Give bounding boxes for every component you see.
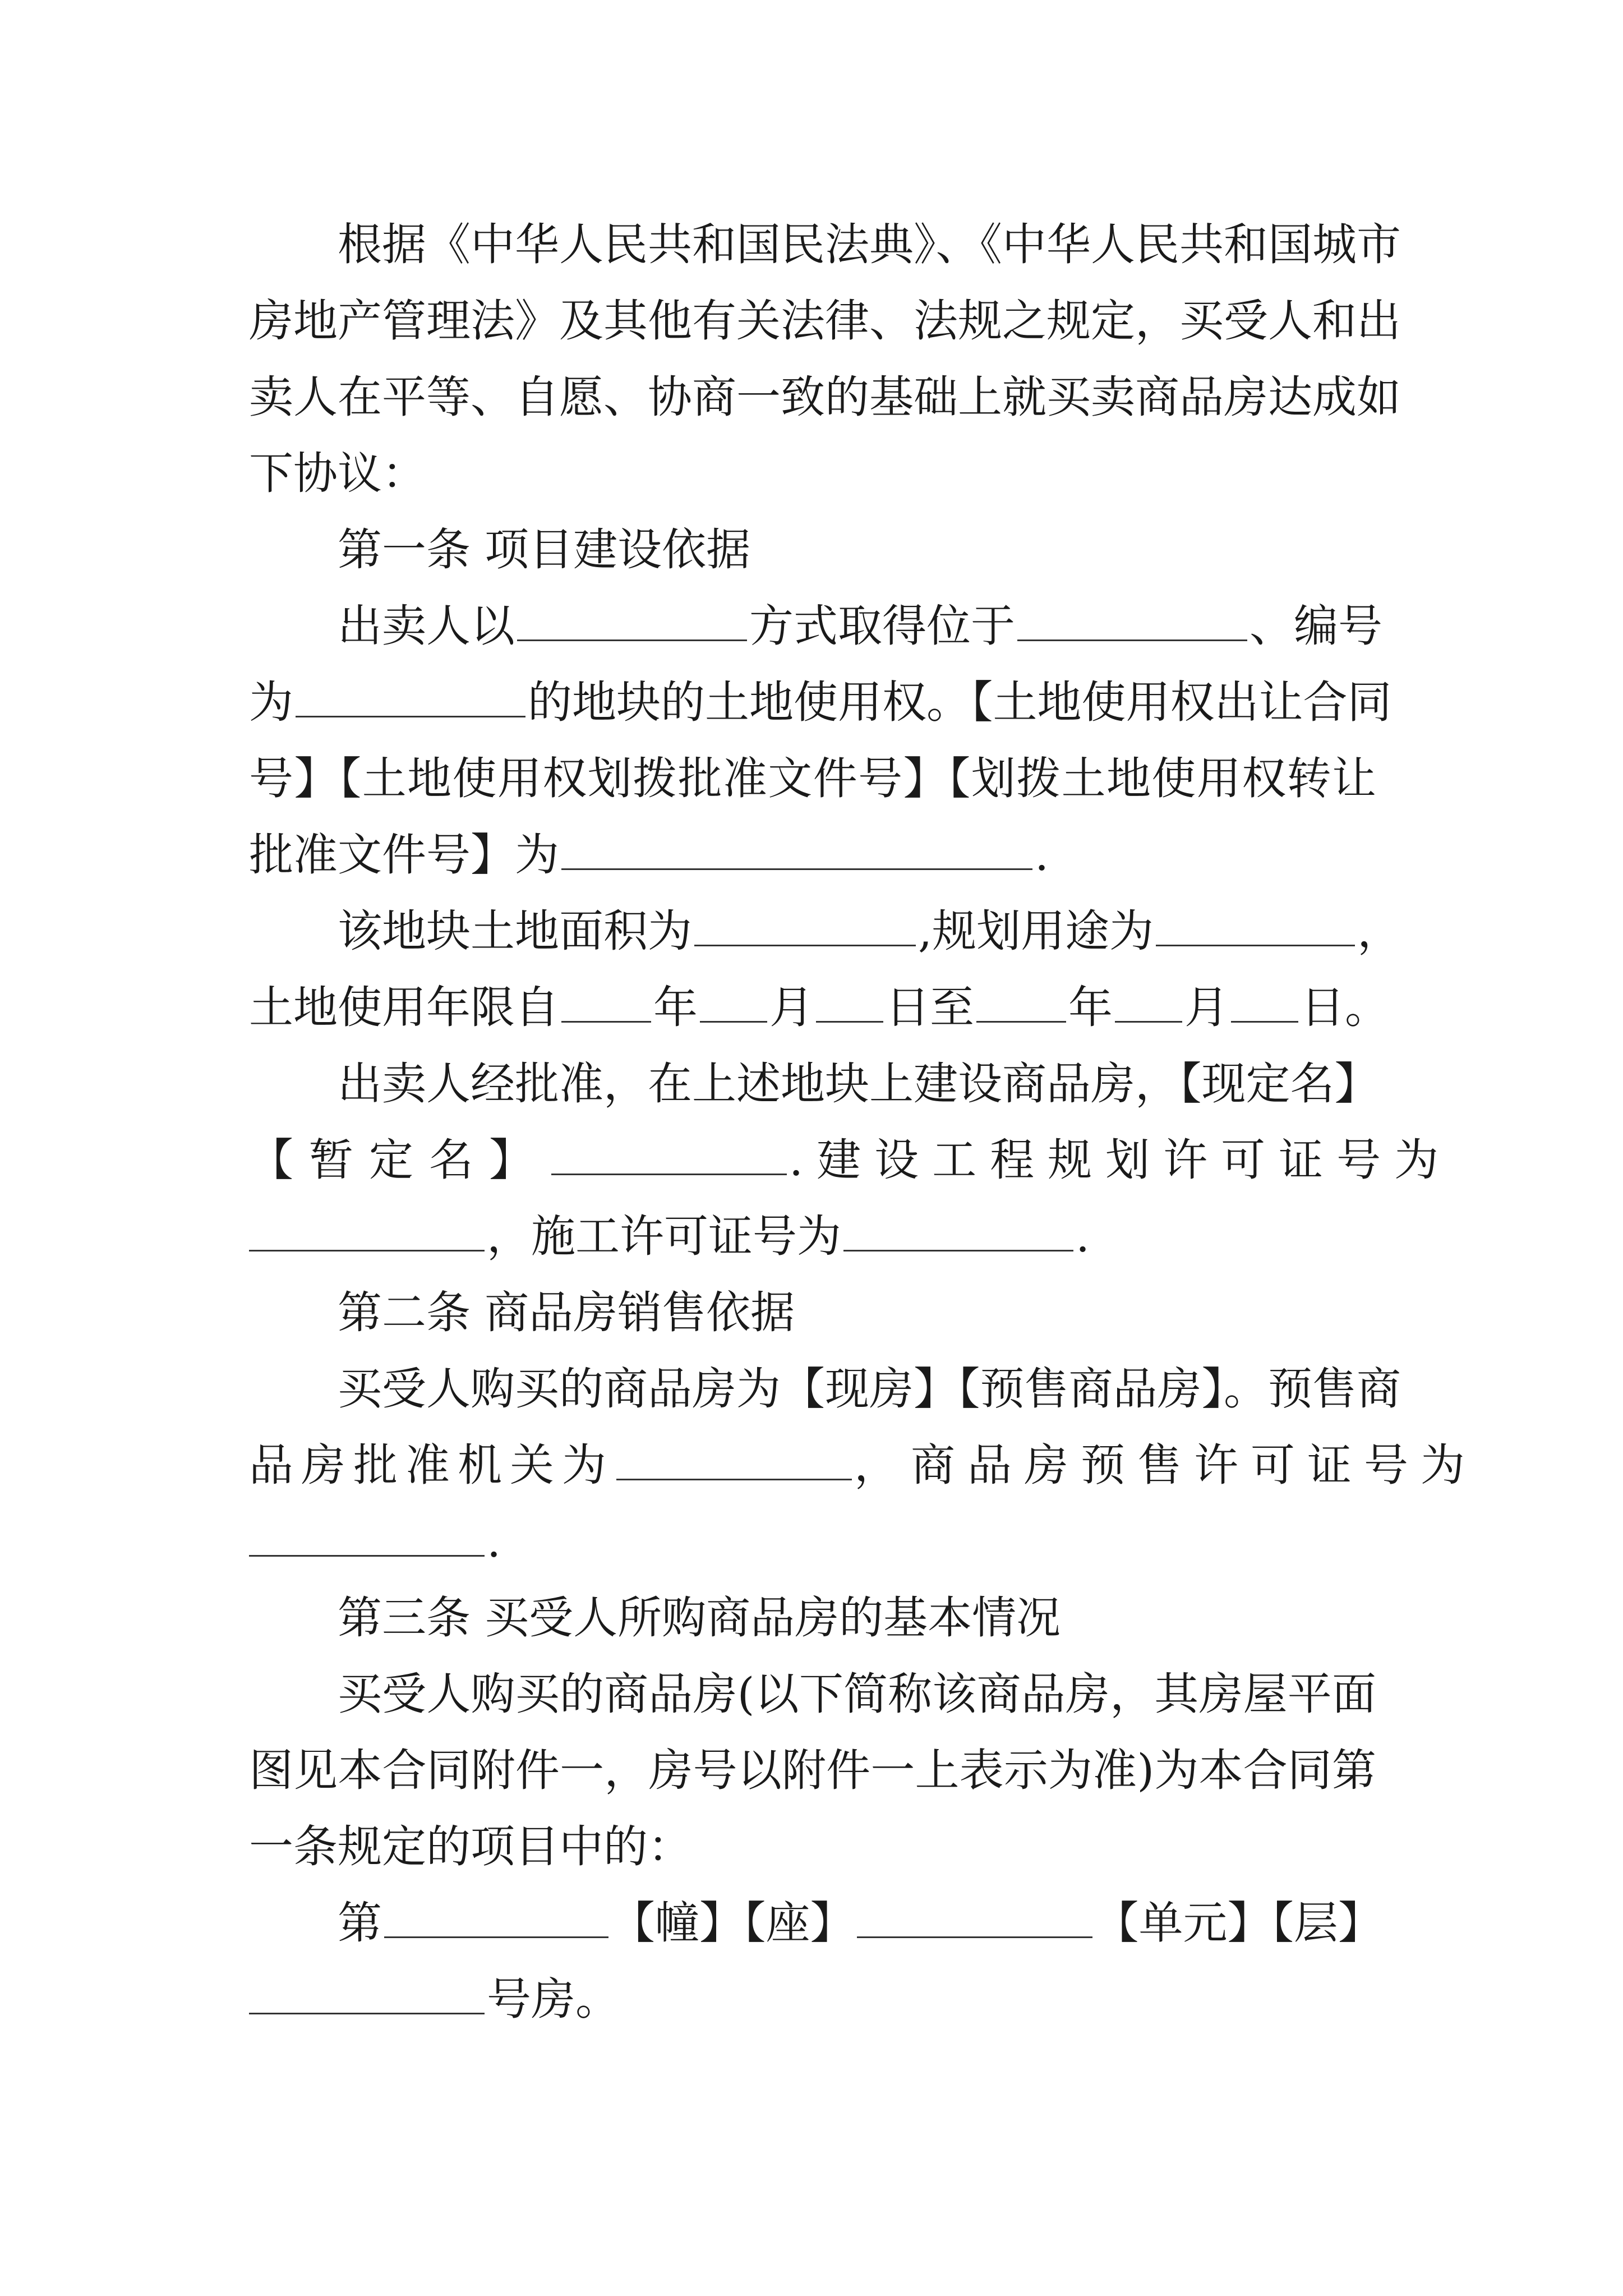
planned-use-blank[interactable] (1156, 896, 1355, 946)
text: ，商品房预售许可证号为 (854, 1439, 1477, 1491)
text: 月 (769, 982, 814, 1033)
text: 批准文件号】为 (249, 829, 559, 881)
approval-authority-blank[interactable] (616, 1430, 852, 1480)
text: 出卖人以 (338, 600, 515, 652)
article-3-p1-line-3 (249, 1809, 1376, 1885)
article-1-p1-line-2 (249, 664, 1392, 741)
text: 【暂定名】 (249, 1134, 549, 1186)
article-1-p1-line-1 (338, 588, 1382, 665)
planning-permit-number-blank[interactable] (249, 1202, 485, 1251)
text: . (487, 1516, 501, 1567)
text: 一条规定的项目中的： (249, 1821, 692, 1872)
text: 日。 (1301, 982, 1389, 1033)
article-heading: 第一条 项目建设依据 (338, 524, 751, 576)
room-number-blank[interactable] (249, 1964, 485, 2014)
preamble-line-3 (249, 359, 1401, 436)
end-month-blank[interactable] (1115, 973, 1182, 1023)
land-area-blank[interactable] (694, 896, 916, 946)
project-name-blank[interactable] (551, 1125, 787, 1175)
article-heading: 第三条 买受人所购商品房的基本情况 (338, 1592, 1061, 1644)
land-document-number-blank[interactable] (561, 820, 1032, 870)
article-heading: 第二条 商品房销售依据 (338, 1287, 795, 1338)
text: 的地块的土地使用权。【土地使用权出让合同 (528, 677, 1392, 728)
article-1-p3-line-3 (249, 1198, 1376, 1275)
article-2-p1-line-2 (249, 1427, 1477, 1504)
start-year-blank[interactable] (561, 973, 651, 1023)
preamble-text: 根据《中华人民共和国民法典》、《中华人民共和国城市 (338, 219, 1401, 270)
text: 第 (338, 1897, 382, 1949)
text: 买受人购买的商品房(以下简称该商品房，其房屋平面 (338, 1668, 1376, 1720)
preamble-line-1 (338, 206, 1401, 283)
text: 该地块土地面积为 (338, 905, 692, 957)
construction-permit-number-blank[interactable] (843, 1202, 1073, 1251)
text: 为 (249, 677, 293, 728)
article-3-p2-line-2 (249, 1961, 1376, 2038)
presale-permit-number-blank[interactable] (249, 1507, 485, 1557)
text: 图见本合同附件一，房号以附件一上表示为准)为本合同第 (249, 1745, 1376, 1796)
article-1-heading (338, 512, 1376, 588)
article-3-p1-line-1 (338, 1656, 1376, 1733)
text: 、编号 (1249, 600, 1382, 652)
start-month-blank[interactable] (700, 973, 767, 1023)
land-acquisition-method-blank[interactable] (517, 591, 747, 641)
preamble-line-4 (249, 435, 1376, 512)
text: 年 (653, 982, 698, 1033)
preamble-text: 房地产管理法》及其他有关法律、法规之规定，买受人和出 (249, 295, 1401, 347)
building-number-blank[interactable] (384, 1888, 608, 1938)
end-day-blank[interactable] (1231, 973, 1298, 1023)
text: .建设工程规划许可证号为 (789, 1134, 1453, 1186)
preamble-text: 卖人在平等、自愿、协商一致的基础上就买卖商品房达成如 (249, 371, 1401, 423)
text: . (1035, 829, 1049, 881)
end-year-blank[interactable] (976, 973, 1066, 1023)
article-2-p1-line-3 (249, 1503, 1376, 1580)
article-3-p1-line-2 (249, 1732, 1376, 1809)
text: 年 (1068, 982, 1113, 1033)
text: 买受人购买的商品房为【现房】【预售商品房】。预售商 (338, 1363, 1401, 1415)
plot-number-blank[interactable] (296, 668, 525, 717)
article-3-heading (338, 1580, 1376, 1657)
text: ， (1357, 905, 1402, 957)
article-2-heading (338, 1274, 1376, 1351)
text: ，施工许可证号为 (487, 1211, 841, 1262)
text: ,规划用途为 (918, 905, 1154, 957)
land-location-blank[interactable] (1017, 591, 1247, 641)
text: 方式取得位于 (749, 600, 1015, 652)
article-1-p2-line-1 (338, 893, 1402, 970)
article-1-p1-line-4 (249, 817, 1376, 894)
article-1-p3-line-1 (338, 1046, 1379, 1122)
preamble-line-2 (249, 283, 1401, 360)
preamble-text: 下协议： (249, 448, 426, 499)
article-1-p2-line-2 (249, 969, 1389, 1046)
text: 【单元】【层】 (1094, 1897, 1382, 1949)
text: 号房。 (487, 1973, 620, 2025)
article-1-p1-line-3 (249, 740, 1376, 817)
text: 出卖人经批准，在上述地块上建设商品房，【现定名】 (338, 1058, 1379, 1110)
text: 日至 (886, 982, 974, 1033)
text: 土地使用年限自 (249, 982, 559, 1033)
unit-number-blank[interactable] (857, 1888, 1092, 1938)
article-2-p1-line-1 (338, 1351, 1401, 1428)
article-3-p2-line-1 (338, 1885, 1382, 1962)
start-day-blank[interactable] (816, 973, 883, 1023)
text: 月 (1184, 982, 1229, 1033)
text: 品房批准机关为 (249, 1439, 614, 1491)
text: 【幢】【座】 (611, 1897, 855, 1949)
article-1-p3-line-2 (249, 1122, 1453, 1199)
text: . (1076, 1211, 1090, 1262)
text: 号】【土地使用权划拨批准文件号】【划拨土地使用权转让 (249, 753, 1376, 804)
